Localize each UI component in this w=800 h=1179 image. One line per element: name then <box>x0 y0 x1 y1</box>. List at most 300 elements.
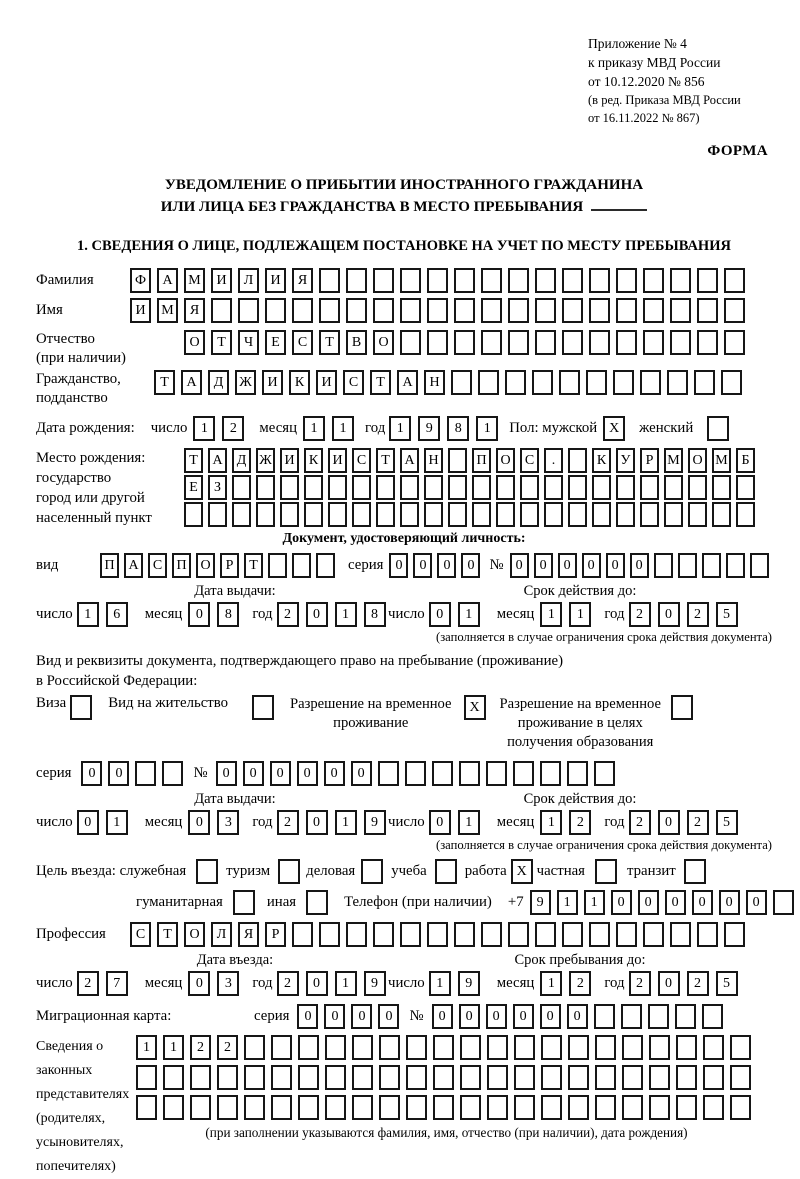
char-cell[interactable] <box>298 1095 319 1120</box>
char-cell[interactable] <box>562 922 583 947</box>
char-cell[interactable]: 1 <box>335 602 357 627</box>
char-cell[interactable] <box>688 475 707 500</box>
char-cell[interactable]: 0 <box>413 553 432 578</box>
char-cell[interactable] <box>703 1095 724 1120</box>
char-cell[interactable] <box>378 761 399 786</box>
char-cell[interactable] <box>541 1065 562 1090</box>
char-cell[interactable] <box>376 502 395 527</box>
char-cell[interactable]: 0 <box>351 761 372 786</box>
char-cell[interactable] <box>319 298 340 323</box>
char-cell[interactable]: 1 <box>106 810 128 835</box>
char-cell[interactable] <box>424 502 443 527</box>
char-cell[interactable] <box>592 475 611 500</box>
char-cell[interactable] <box>478 370 499 395</box>
char-cell[interactable] <box>454 298 475 323</box>
char-cell[interactable]: С <box>343 370 364 395</box>
char-cell[interactable]: 0 <box>513 1004 534 1029</box>
char-cell[interactable]: 0 <box>638 890 659 915</box>
char-cell[interactable] <box>454 922 475 947</box>
char-cell[interactable]: И <box>280 448 299 473</box>
char-cell[interactable] <box>589 268 610 293</box>
char-cell[interactable]: 0 <box>270 761 291 786</box>
char-cell[interactable] <box>435 859 457 884</box>
birth-year-cells[interactable] <box>389 416 505 441</box>
char-cell[interactable]: 0 <box>81 761 102 786</box>
char-cell[interactable] <box>670 268 691 293</box>
char-cell[interactable]: 0 <box>510 553 529 578</box>
entry-month-cells[interactable] <box>188 971 246 996</box>
char-cell[interactable]: И <box>328 448 347 473</box>
char-cell[interactable] <box>352 1035 373 1060</box>
char-cell[interactable]: 2 <box>687 602 709 627</box>
char-cell[interactable] <box>568 475 587 500</box>
char-cell[interactable]: Л <box>211 922 232 947</box>
char-cell[interactable]: 0 <box>486 1004 507 1029</box>
char-cell[interactable]: X <box>511 859 533 884</box>
birth-place-cells-row2[interactable] <box>184 475 760 500</box>
char-cell[interactable] <box>508 298 529 323</box>
char-cell[interactable] <box>544 502 563 527</box>
char-cell[interactable] <box>724 268 745 293</box>
sex-female-checkbox[interactable] <box>707 416 729 441</box>
char-cell[interactable] <box>667 370 688 395</box>
char-cell[interactable] <box>676 1035 697 1060</box>
char-cell[interactable] <box>406 1065 427 1090</box>
res-valid-day-cells[interactable] <box>429 810 487 835</box>
char-cell[interactable] <box>513 761 534 786</box>
char-cell[interactable]: Т <box>211 330 232 355</box>
char-cell[interactable]: 0 <box>558 553 577 578</box>
char-cell[interactable] <box>400 502 419 527</box>
char-cell[interactable]: П <box>472 448 491 473</box>
char-cell[interactable]: 0 <box>719 890 740 915</box>
char-cell[interactable] <box>256 502 275 527</box>
char-cell[interactable] <box>678 553 697 578</box>
char-cell[interactable]: 0 <box>630 553 649 578</box>
char-cell[interactable] <box>208 502 227 527</box>
char-cell[interactable] <box>427 298 448 323</box>
char-cell[interactable] <box>448 448 467 473</box>
char-cell[interactable] <box>379 1065 400 1090</box>
char-cell[interactable] <box>621 1004 642 1029</box>
char-cell[interactable]: 1 <box>584 890 605 915</box>
char-cell[interactable] <box>319 268 340 293</box>
char-cell[interactable] <box>649 1035 670 1060</box>
char-cell[interactable]: 0 <box>306 602 328 627</box>
char-cell[interactable] <box>486 761 507 786</box>
char-cell[interactable]: 0 <box>459 1004 480 1029</box>
char-cell[interactable]: 0 <box>658 810 680 835</box>
char-cell[interactable] <box>70 695 92 720</box>
char-cell[interactable] <box>702 1004 723 1029</box>
char-cell[interactable]: Ж <box>235 370 256 395</box>
char-cell[interactable] <box>643 268 664 293</box>
char-cell[interactable]: И <box>262 370 283 395</box>
char-cell[interactable] <box>540 761 561 786</box>
char-cell[interactable] <box>292 298 313 323</box>
char-cell[interactable] <box>532 370 553 395</box>
id-valid-day-cells[interactable] <box>429 602 487 627</box>
char-cell[interactable]: 6 <box>106 602 128 627</box>
char-cell[interactable]: П <box>172 553 191 578</box>
char-cell[interactable] <box>562 268 583 293</box>
char-cell[interactable]: Д <box>208 370 229 395</box>
char-cell[interactable] <box>352 1065 373 1090</box>
char-cell[interactable] <box>694 370 715 395</box>
char-cell[interactable]: 0 <box>297 761 318 786</box>
char-cell[interactable] <box>487 1065 508 1090</box>
res-valid-month-cells[interactable] <box>540 810 598 835</box>
char-cell[interactable] <box>589 330 610 355</box>
char-cell[interactable] <box>481 268 502 293</box>
purpose-business-checkbox[interactable] <box>361 859 383 884</box>
char-cell[interactable]: И <box>211 268 232 293</box>
char-cell[interactable]: 0 <box>534 553 553 578</box>
char-cell[interactable]: 2 <box>629 810 651 835</box>
char-cell[interactable] <box>562 330 583 355</box>
char-cell[interactable] <box>670 330 691 355</box>
char-cell[interactable] <box>400 268 421 293</box>
char-cell[interactable]: О <box>184 922 205 947</box>
char-cell[interactable] <box>135 761 156 786</box>
char-cell[interactable]: Ж <box>256 448 275 473</box>
char-cell[interactable]: П <box>100 553 119 578</box>
char-cell[interactable]: 0 <box>611 890 632 915</box>
char-cell[interactable] <box>379 1035 400 1060</box>
char-cell[interactable] <box>328 475 347 500</box>
char-cell[interactable] <box>567 761 588 786</box>
char-cell[interactable] <box>278 859 300 884</box>
char-cell[interactable] <box>568 1065 589 1090</box>
char-cell[interactable]: 2 <box>629 971 651 996</box>
char-cell[interactable]: 1 <box>540 971 562 996</box>
char-cell[interactable]: 2 <box>569 971 591 996</box>
birth-day-cells[interactable] <box>193 416 251 441</box>
char-cell[interactable] <box>559 370 580 395</box>
char-cell[interactable]: 9 <box>458 971 480 996</box>
char-cell[interactable] <box>376 475 395 500</box>
char-cell[interactable] <box>280 502 299 527</box>
representatives-cells-row2[interactable] <box>136 1065 757 1090</box>
char-cell[interactable]: 2 <box>687 810 709 835</box>
char-cell[interactable] <box>405 761 426 786</box>
char-cell[interactable] <box>454 330 475 355</box>
char-cell[interactable]: 0 <box>77 810 99 835</box>
char-cell[interactable] <box>487 1035 508 1060</box>
char-cell[interactable] <box>325 1065 346 1090</box>
char-cell[interactable]: 1 <box>476 416 498 441</box>
char-cell[interactable] <box>702 553 721 578</box>
char-cell[interactable] <box>750 553 769 578</box>
char-cell[interactable]: 2 <box>277 971 299 996</box>
char-cell[interactable] <box>265 298 286 323</box>
char-cell[interactable] <box>613 370 634 395</box>
char-cell[interactable] <box>306 890 328 915</box>
char-cell[interactable]: 0 <box>432 1004 453 1029</box>
char-cell[interactable]: С <box>148 553 167 578</box>
char-cell[interactable]: А <box>157 268 178 293</box>
profession-cells[interactable] <box>130 922 751 947</box>
char-cell[interactable] <box>730 1035 751 1060</box>
char-cell[interactable] <box>514 1065 535 1090</box>
char-cell[interactable]: Р <box>640 448 659 473</box>
char-cell[interactable]: 3 <box>217 810 239 835</box>
char-cell[interactable]: О <box>184 330 205 355</box>
char-cell[interactable]: 9 <box>364 971 386 996</box>
char-cell[interactable] <box>481 922 502 947</box>
char-cell[interactable] <box>676 1065 697 1090</box>
char-cell[interactable] <box>379 1095 400 1120</box>
char-cell[interactable] <box>520 475 539 500</box>
char-cell[interactable]: В <box>346 330 367 355</box>
char-cell[interactable]: 9 <box>364 810 386 835</box>
char-cell[interactable] <box>292 922 313 947</box>
char-cell[interactable] <box>459 761 480 786</box>
char-cell[interactable] <box>535 922 556 947</box>
char-cell[interactable] <box>427 268 448 293</box>
char-cell[interactable]: 0 <box>324 1004 345 1029</box>
char-cell[interactable] <box>586 370 607 395</box>
char-cell[interactable] <box>406 1095 427 1120</box>
char-cell[interactable] <box>373 298 394 323</box>
char-cell[interactable] <box>433 1095 454 1120</box>
char-cell[interactable]: 0 <box>692 890 713 915</box>
char-cell[interactable] <box>649 1095 670 1120</box>
id-issue-year-cells[interactable] <box>277 602 393 627</box>
char-cell[interactable]: 0 <box>429 602 451 627</box>
char-cell[interactable] <box>487 1095 508 1120</box>
char-cell[interactable] <box>712 475 731 500</box>
char-cell[interactable]: 1 <box>429 971 451 996</box>
char-cell[interactable] <box>433 1035 454 1060</box>
char-cell[interactable] <box>684 859 706 884</box>
char-cell[interactable] <box>595 859 617 884</box>
char-cell[interactable]: М <box>184 268 205 293</box>
purpose-other-checkbox[interactable] <box>306 890 328 915</box>
char-cell[interactable]: 8 <box>364 602 386 627</box>
purpose-private-checkbox[interactable] <box>595 859 617 884</box>
migration-number-cells[interactable] <box>432 1004 729 1029</box>
char-cell[interactable] <box>352 502 371 527</box>
char-cell[interactable]: 0 <box>188 602 210 627</box>
char-cell[interactable]: 0 <box>108 761 129 786</box>
char-cell[interactable]: Т <box>157 922 178 947</box>
char-cell[interactable] <box>460 1035 481 1060</box>
char-cell[interactable] <box>298 1065 319 1090</box>
surname-cells[interactable] <box>130 268 751 293</box>
char-cell[interactable] <box>594 1004 615 1029</box>
char-cell[interactable]: 3 <box>217 971 239 996</box>
char-cell[interactable]: 0 <box>437 553 456 578</box>
char-cell[interactable] <box>622 1095 643 1120</box>
char-cell[interactable]: Р <box>220 553 239 578</box>
char-cell[interactable]: 5 <box>716 602 738 627</box>
char-cell[interactable]: У <box>616 448 635 473</box>
char-cell[interactable] <box>211 298 232 323</box>
purpose-work-checkbox[interactable] <box>511 859 533 884</box>
char-cell[interactable]: 0 <box>540 1004 561 1029</box>
purpose-tourism-checkbox[interactable] <box>278 859 300 884</box>
char-cell[interactable]: Н <box>424 370 445 395</box>
char-cell[interactable] <box>328 502 347 527</box>
stay-day-cells[interactable] <box>429 971 487 996</box>
char-cell[interactable]: К <box>304 448 323 473</box>
char-cell[interactable] <box>616 475 635 500</box>
char-cell[interactable] <box>136 1095 157 1120</box>
char-cell[interactable] <box>505 370 526 395</box>
visa-checkbox[interactable] <box>70 695 92 720</box>
birth-month-cells[interactable] <box>303 416 361 441</box>
char-cell[interactable] <box>773 890 794 915</box>
id-valid-month-cells[interactable] <box>540 602 598 627</box>
char-cell[interactable] <box>232 475 251 500</box>
id-issue-day-cells[interactable] <box>77 602 135 627</box>
char-cell[interactable]: Б <box>736 448 755 473</box>
char-cell[interactable] <box>589 922 610 947</box>
doc-series-cells[interactable] <box>389 553 485 578</box>
char-cell[interactable] <box>373 922 394 947</box>
char-cell[interactable]: И <box>130 298 151 323</box>
char-cell[interactable] <box>432 761 453 786</box>
char-cell[interactable]: 0 <box>351 1004 372 1029</box>
char-cell[interactable] <box>162 761 183 786</box>
char-cell[interactable]: 8 <box>447 416 469 441</box>
char-cell[interactable] <box>472 475 491 500</box>
char-cell[interactable]: 2 <box>277 602 299 627</box>
phone-cells[interactable] <box>530 890 800 915</box>
char-cell[interactable] <box>616 268 637 293</box>
char-cell[interactable]: Т <box>184 448 203 473</box>
char-cell[interactable] <box>640 370 661 395</box>
char-cell[interactable] <box>346 298 367 323</box>
char-cell[interactable] <box>622 1065 643 1090</box>
char-cell[interactable] <box>568 448 587 473</box>
char-cell[interactable] <box>352 1095 373 1120</box>
char-cell[interactable]: X <box>603 416 625 441</box>
char-cell[interactable] <box>304 475 323 500</box>
res-number-cells[interactable] <box>216 761 621 786</box>
char-cell[interactable] <box>654 553 673 578</box>
char-cell[interactable] <box>424 475 443 500</box>
char-cell[interactable]: 9 <box>418 416 440 441</box>
char-cell[interactable] <box>427 922 448 947</box>
char-cell[interactable] <box>671 695 693 720</box>
char-cell[interactable]: 1 <box>77 602 99 627</box>
char-cell[interactable]: М <box>664 448 683 473</box>
char-cell[interactable] <box>594 761 615 786</box>
char-cell[interactable]: 1 <box>163 1035 184 1060</box>
char-cell[interactable] <box>541 1035 562 1060</box>
char-cell[interactable]: 1 <box>335 810 357 835</box>
char-cell[interactable] <box>448 502 467 527</box>
char-cell[interactable] <box>592 502 611 527</box>
patronymic-cells[interactable] <box>184 330 751 355</box>
char-cell[interactable] <box>595 1095 616 1120</box>
entry-year-cells[interactable] <box>277 971 393 996</box>
char-cell[interactable] <box>520 502 539 527</box>
char-cell[interactable] <box>643 298 664 323</box>
char-cell[interactable] <box>481 298 502 323</box>
char-cell[interactable] <box>217 1065 238 1090</box>
char-cell[interactable] <box>664 502 683 527</box>
char-cell[interactable] <box>724 922 745 947</box>
char-cell[interactable]: Я <box>184 298 205 323</box>
char-cell[interactable] <box>726 553 745 578</box>
char-cell[interactable] <box>496 475 515 500</box>
char-cell[interactable] <box>568 1095 589 1120</box>
char-cell[interactable] <box>346 922 367 947</box>
char-cell[interactable] <box>361 859 383 884</box>
char-cell[interactable]: Я <box>292 268 313 293</box>
char-cell[interactable]: 1 <box>458 602 480 627</box>
char-cell[interactable] <box>427 330 448 355</box>
char-cell[interactable]: X <box>464 695 486 720</box>
char-cell[interactable]: А <box>124 553 143 578</box>
char-cell[interactable] <box>640 502 659 527</box>
char-cell[interactable] <box>400 922 421 947</box>
purpose-study-checkbox[interactable] <box>435 859 457 884</box>
representatives-cells-row1[interactable] <box>136 1035 757 1060</box>
char-cell[interactable]: 2 <box>277 810 299 835</box>
char-cell[interactable] <box>271 1035 292 1060</box>
char-cell[interactable] <box>268 553 287 578</box>
char-cell[interactable]: 1 <box>569 602 591 627</box>
char-cell[interactable]: Т <box>244 553 263 578</box>
char-cell[interactable] <box>460 1095 481 1120</box>
char-cell[interactable]: 2 <box>569 810 591 835</box>
char-cell[interactable] <box>568 1035 589 1060</box>
char-cell[interactable]: Е <box>265 330 286 355</box>
char-cell[interactable]: С <box>352 448 371 473</box>
char-cell[interactable] <box>271 1065 292 1090</box>
char-cell[interactable]: 0 <box>389 553 408 578</box>
char-cell[interactable] <box>448 475 467 500</box>
res-issue-day-cells[interactable] <box>77 810 135 835</box>
char-cell[interactable]: 1 <box>303 416 325 441</box>
char-cell[interactable]: Н <box>424 448 443 473</box>
res-valid-year-cells[interactable] <box>629 810 745 835</box>
char-cell[interactable] <box>454 268 475 293</box>
char-cell[interactable]: К <box>289 370 310 395</box>
char-cell[interactable] <box>595 1035 616 1060</box>
char-cell[interactable] <box>406 1035 427 1060</box>
form-number-blank[interactable] <box>591 198 647 211</box>
char-cell[interactable] <box>616 298 637 323</box>
char-cell[interactable] <box>595 1065 616 1090</box>
stay-month-cells[interactable] <box>540 971 598 996</box>
char-cell[interactable]: И <box>265 268 286 293</box>
char-cell[interactable] <box>724 298 745 323</box>
char-cell[interactable] <box>196 859 218 884</box>
char-cell[interactable] <box>535 268 556 293</box>
char-cell[interactable]: С <box>130 922 151 947</box>
char-cell[interactable] <box>697 922 718 947</box>
char-cell[interactable]: Р <box>265 922 286 947</box>
char-cell[interactable] <box>736 502 755 527</box>
char-cell[interactable] <box>730 1095 751 1120</box>
char-cell[interactable] <box>535 298 556 323</box>
char-cell[interactable]: 0 <box>461 553 480 578</box>
char-cell[interactable] <box>352 475 371 500</box>
char-cell[interactable] <box>730 1065 751 1090</box>
char-cell[interactable] <box>252 695 274 720</box>
char-cell[interactable]: 1 <box>136 1035 157 1060</box>
char-cell[interactable]: 0 <box>216 761 237 786</box>
char-cell[interactable] <box>217 1095 238 1120</box>
char-cell[interactable] <box>514 1035 535 1060</box>
char-cell[interactable]: И <box>316 370 337 395</box>
char-cell[interactable] <box>233 890 255 915</box>
